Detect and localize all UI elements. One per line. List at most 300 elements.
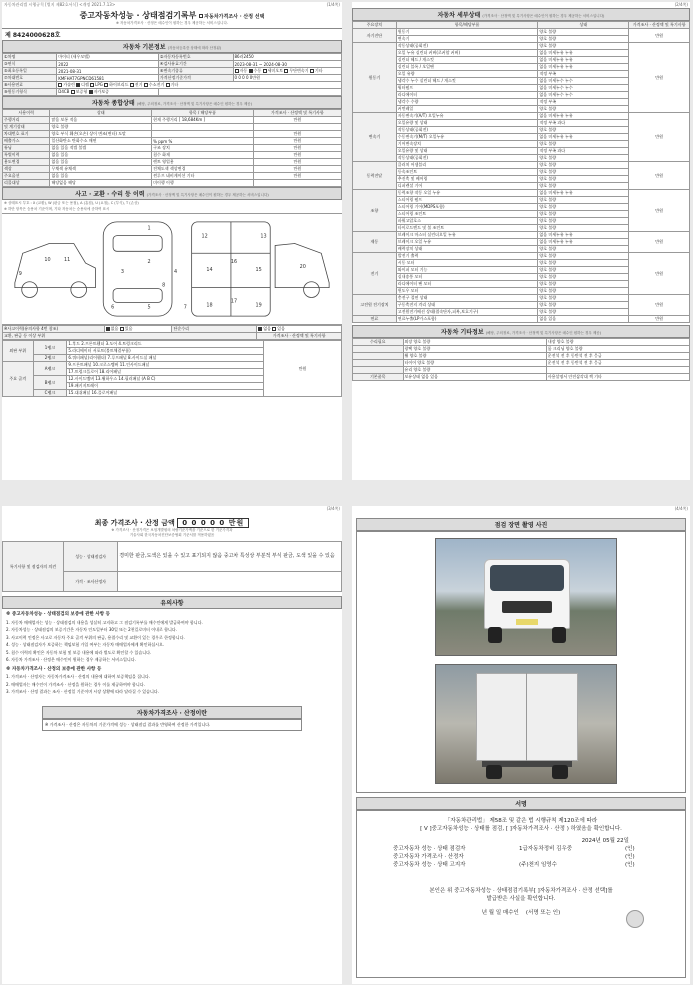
photo-section-header: 점검 장면 촬영 사진	[356, 518, 686, 531]
detail-price: 만원	[629, 29, 690, 43]
base-price: 0 0 0 0 0만원	[233, 75, 342, 82]
truck-rear-photo	[435, 664, 617, 784]
diagram-part-number: 6	[111, 304, 115, 311]
truck-wheel-right	[552, 627, 566, 643]
detail-row	[353, 29, 690, 36]
detail-item: 변속기	[396, 36, 538, 43]
overall-cell: 없음 있음	[50, 159, 152, 166]
etc-cell: 사용설명서 안전삼각대 잭 기타	[546, 374, 689, 381]
detail-state: 양호 불량	[538, 253, 629, 260]
detail-state: 양호 불량	[538, 267, 629, 274]
note-item: 5. 침수 이력의 확인은 자동차 보험 및 보증 내용에 따라 별도로 확인할 수 있습니다.	[6, 649, 152, 655]
detail-status-table: 주요장치 항목/해당부품 상태 가격조사 · 산정액 및 특기사항 자기진단 원동기 양호 불량 만원 변속기 양호 불량 원동기 작동상태(공회전) 양호 불량 만원 오일 누유 실린더 커버(로커암 커버) 없음 미세누유 누유 실린더 헤드 / 개스킷 없음 미세누유 누유 실린더 블록 / 오일팬 없음 미세누유 누유 오일 유량 적정 부족 냉각수 누수 실린더 헤드 / 개스킷 없음 미세누수 누수 워터펌프 없음 미세누수 누수 라디에이터 없음 미세누수 누수 냉각수 수량 적정 부족 커먼레일 양호 불량 변속기 자동변속기(A/T) 오일누유 없음 미세누유 누유 만원 오일유량 및 상태 적정 부족 과다 작동상태(공회전) 양호 불량 수동변속기(M/T) 오일누유 없음 미세누유 누유 기어변속장치 양호 불량 오일유량 및 상태 적정 부족 과다 작동상태(공회전) 양호 불량 동력전달 클러치 어셈블리 양호 불량 만원 등속조인트 양호 불량 추진축 및 베어링 양호 불량 디퍼렌셜 기어 양호 불량 조향 동력조향 작동 오일 누유 없음 미세누유 누유 만원 스티어링 펌프 양호 불량 스티어링 기어(MDPS포함) 양호 불량 스티어링 조인트 양호 불량 파워고압호스 양호 불량 타이로드엔드 및 볼 조인트 양호 불량 제동 브레이크 마스터 실린더오일 누유 없음 미세누유 누유 만원 브레이크 오일 누유 없음 미세누유 누유 배력장치 상태 양호 불량 전기 발전기 출력 양호 불량 만원 시동 모터 양호 불량 와이퍼 모터 기능 양호 불량 실내송풍 모터 양호 불량 라디에이터 팬 모터 양호 불량 윈도우 모터 양호 불량 고전원 전기장치 충전구 절연 상태 양호 불량 만원 구동축전지 격리 상태 양호 불량 고전원전기배선 상태(접속단자,피복,보호기구) 양호 불량 연료 연료누출(LP가스포함) 없음 있음 만원	[352, 21, 690, 323]
signer-role: 중고자동차 성능 · 상태 점검자	[393, 846, 466, 852]
diagram-part-number: 11	[63, 257, 71, 264]
etc-cell: 룸 크리닝 양호 불량	[546, 346, 689, 353]
signer-row	[393, 845, 679, 853]
signer-name	[519, 853, 619, 861]
page-number: (3/4쪽)	[326, 506, 340, 511]
detail-state: 양호 불량	[538, 295, 629, 302]
sign-statement-1: 「자동차관리법」 제58조 및 같은 법 시행규칙 제120조에 따라	[444, 818, 598, 824]
truck-grille	[502, 601, 552, 613]
overall-cell: % ppm %	[152, 138, 254, 145]
note-item: 4. 성능 · 상태점검자가 보증하는 책임보험 가입 여부는 자동차 매매업자에게 확인하십시오.	[6, 642, 165, 647]
detail-item: 냉각수 수량	[396, 99, 538, 106]
accident-history-options: 없음 있음	[104, 326, 172, 333]
detail-item: 자동변속기(A/T) 오일누유	[396, 113, 538, 120]
detail-price: 만원	[629, 232, 690, 253]
final-price-note2: 기술사회 한국자동차진단보증협회 기준서를 적용하였음	[129, 533, 215, 537]
detail-group: 고전원 전기장치	[353, 295, 397, 316]
overall-cell	[253, 180, 341, 187]
overall-cell	[152, 131, 254, 138]
simple-repair-options: 없음 있음	[257, 326, 342, 333]
detail-state: 양호 불량	[538, 183, 629, 190]
overall-cell: 주행거리	[3, 117, 50, 124]
form-notice: ※ 자동차가격조사 · 산정은 매수인이 원하는 경우 제공하는 서비스입니다.	[115, 21, 229, 25]
overall-cell: 렌트 영업용	[152, 159, 254, 166]
overall-cell: 많음 보통 적음	[50, 117, 152, 124]
detail-item: 수동변속기(M/T) 오일누유	[396, 134, 538, 141]
etc-cell	[353, 353, 404, 360]
overall-row	[3, 138, 342, 145]
detail-item: 구동축전지 격리 상태	[396, 302, 538, 309]
damage-parts-table: 외판 부위 1랭크 1.후드 2.프론트휀더 3.도어 4.트렁크리드 만원 5.라디에이터 서포트(볼트체결부품) 2랭크 6.쿼터패널(리어휀더) 7.루프패널 8.사이드실 패널 주요 골격 A랭크 9.프론트패널 10.크로스멤버 11.인사이드패널 17.트렁크플로어 18.리어패널 B랭크 12.사이드멤버 13.휠하우스 14.필러패널 (A B C) 19.패키지트레이 C랭크 15.대쉬패널 16.플로어패널	[2, 340, 342, 397]
etc-info-table	[352, 338, 690, 381]
detail-state: 없음 미세누수 누수	[538, 92, 629, 99]
overall-row	[3, 173, 342, 180]
diagram-part-number: 15	[255, 266, 262, 273]
detail-state: 양호 불량	[538, 106, 629, 113]
note-item: 2. 자동차성능 · 상태점검의 보증기간은 자동차 인도일부터 30일 또는 2천킬로미터 이내로 합니다.	[6, 627, 177, 632]
remarks-table: 특기사항 및 점검자의 의견 성능 · 상태점검자 경미한 판금,도색은 있을 수 있고 표기되지 않음 중고차 특성상 부분적 부식 판금, 도색 있을 수 있음 가격 · 조사산정자	[2, 541, 342, 592]
rankB-items-extra: 19.패키지트레이	[67, 383, 264, 390]
overall-cell: 색상	[3, 166, 50, 173]
rear-wheel-right	[552, 765, 568, 779]
detail-state: 양호 불량	[538, 197, 629, 204]
overall-cell: 없음 있음	[50, 173, 152, 180]
detail-group: 연료	[353, 316, 397, 323]
etc-cell: 기본품목	[353, 374, 404, 381]
overall-cell: 만원	[253, 145, 341, 152]
final-price-note: ※ 가격조사 · 산정가격은 보험개발원의 차량기준가액을 기준으로 한 기준가격과	[111, 528, 233, 532]
detail-state: 없음 있음	[538, 316, 629, 323]
page-2	[352, 2, 690, 480]
overall-cell: 없음 있음	[50, 152, 152, 159]
overall-row	[3, 159, 342, 166]
signer-row	[393, 861, 679, 869]
detail-item: 추진축 및 베어링	[396, 176, 538, 183]
overall-row	[3, 145, 342, 152]
overall-cell: 차대번호 표기	[3, 131, 50, 138]
rankB-items: 12.사이드멤버 13.휠하우스 14.필러패널 (A B C)	[67, 376, 264, 383]
buyer-confirm-2: 발급받은 사실을 확인합니다.	[486, 896, 556, 902]
detail-item: 등속조인트	[396, 169, 538, 176]
diagram-part-number: 20	[299, 264, 306, 271]
diagram-part-number: 1	[147, 225, 151, 232]
detail-state: 없음 미세누수 누수	[538, 85, 629, 92]
car-name: 마이티 (새우모델)	[57, 54, 159, 61]
buyer-confirm-1: 본인은 위 중고자동차성능 · 상태점검기록부[ ]자동차가격조사 · 산정 선택]를	[429, 888, 613, 894]
note-item: 3. 사고이력 인정은 사고로 자동차 주요 골격 부위의 판금, 용접수리 및 교환이 있는 경우로 한정합니다.	[6, 634, 185, 640]
detail-state: 없음 미세누유 누유	[538, 190, 629, 197]
overall-cell: 구조 장치	[152, 145, 254, 152]
overall-cell: 양호 불량	[50, 124, 152, 131]
signer-tag: (인)	[625, 846, 635, 852]
etc-cell	[546, 367, 689, 374]
wheel-rear-left	[71, 282, 87, 298]
diagram-rule: ※ 하단 항목은 승용차 기준이며, 기타 자동차는 승용차에 준하여 표시	[4, 207, 110, 211]
buyer-date: 년 월 일 매수인 (서명 또는 인)	[481, 910, 561, 916]
overall-cell	[253, 124, 341, 131]
detail-state: 양호 불량	[538, 274, 629, 281]
overall-cell: 없음 있음 적법 불법	[50, 145, 152, 152]
overall-cell: 현재 주행거리 [ 18,684Km ]	[152, 117, 254, 124]
overall-cell: 해당없음 해당	[50, 180, 152, 187]
detail-price: 만원	[629, 190, 690, 232]
detail-item: 실린더 블록 / 오일팬	[396, 64, 538, 71]
detail-item: 윈도우 모터	[396, 288, 538, 295]
diagram-part-number: 3	[120, 268, 125, 275]
transmission-options: 자동 수동 세미오토 무단변속기 기타	[233, 68, 342, 75]
signer-row	[393, 853, 679, 861]
note-item: 1. 자동차 매매업자는 성능 · 상태점검의 내용을 성실히 고지하고 그 점검기록부를 매수인에게 발급하여야 합니다.	[6, 619, 203, 625]
detail-item: 원동기	[396, 29, 538, 36]
detail-state: 없음 미세누유 누유	[538, 64, 629, 71]
detail-item: 연료누출(LP가스포함)	[396, 316, 538, 323]
diagram-part-number: 10	[44, 257, 51, 264]
vehicle-damage-diagram	[2, 213, 342, 325]
detail-state: 양호 불량	[538, 288, 629, 295]
rear-wheel-left	[486, 765, 502, 779]
overall-status-header: 자동차 종합상태 (해당, 주의정료, 가격조사 · 산정액 및 특기사항은 매수인 원하는 경우 제공)	[2, 96, 342, 109]
etc-cell: 타이어 양호 불량	[403, 360, 546, 367]
detail-state: 양호 불량	[538, 155, 629, 162]
truck-cargo-box	[476, 673, 578, 761]
detail-item: 스티어링 조인트	[396, 211, 538, 218]
rear-glass	[113, 289, 162, 303]
diagram-part-number: 2	[147, 259, 151, 266]
detail-item: 기어변속장치	[396, 141, 538, 148]
detail-item: 브레이크 오일 누유	[396, 239, 538, 246]
rank1-items-extra: 5.라디에이터 서포트(볼트체결부품)	[67, 348, 264, 355]
etc-cell: 휠 양호 불량	[403, 353, 546, 360]
overall-cell: 만원	[253, 166, 341, 173]
detail-price: 만원	[629, 295, 690, 316]
diagram-part-number: 13	[260, 233, 267, 240]
diagram-part-number: 17	[230, 298, 238, 305]
sign-date: 2024년 05월 22일	[581, 838, 629, 844]
etc-row	[353, 353, 690, 360]
detail-item: 배력장치 상태	[396, 246, 538, 253]
truck-windshield	[490, 565, 564, 591]
detail-state: 양호 불량	[538, 141, 629, 148]
detail-item: 작동상태(공회전)	[396, 127, 538, 134]
detail-item: 라디에이터	[396, 92, 538, 99]
detail-item: 와이퍼 모터 기능	[396, 267, 538, 274]
etc-row	[353, 374, 690, 381]
etc-row	[353, 360, 690, 367]
page-number: (1/4쪽)	[326, 2, 340, 7]
detail-row	[353, 162, 690, 169]
etc-cell: 외장 양호 불량	[403, 339, 546, 346]
page-number: (4/4쪽)	[674, 506, 688, 511]
detail-state: 양호 불량	[538, 176, 629, 183]
detail-item: 동력조향 작동 오일 누유	[396, 190, 538, 197]
diagram-part-number: 7	[183, 304, 187, 311]
diagram-part-number: 18	[206, 302, 213, 309]
wheel-front-right	[304, 282, 320, 298]
detail-item: 발전기 출력	[396, 253, 538, 260]
detail-state: 없음 미세누유 누유	[538, 113, 629, 120]
detail-state: 양호 불량	[538, 225, 629, 232]
etc-cell	[353, 346, 404, 353]
inspector-stamp	[626, 910, 644, 928]
overall-row	[3, 152, 342, 159]
etc-cell: 유리 양호 불량	[403, 367, 546, 374]
detail-item: 시동 모터	[396, 260, 538, 267]
detail-state: 양호 불량	[538, 260, 629, 267]
detail-row	[353, 316, 690, 323]
detail-row	[353, 253, 690, 260]
etc-cell: 내장 양호 불량	[546, 339, 689, 346]
rankA-items-extra: 17.트렁크플로어 18.리어패널	[67, 369, 264, 376]
diagram-part-number: 4	[173, 268, 178, 275]
overall-cell: 만원	[253, 131, 341, 138]
inspector-remark: 경미한 판금,도색은 있을 수 있고 표기되지 않음 중고차 특성상 부분적 부식 판금, 도색 있을 수 있음	[118, 542, 342, 572]
detail-group: 조향	[353, 190, 397, 232]
overall-cell: 리콜대상	[3, 180, 50, 187]
detail-item: 워터펌프	[396, 85, 538, 92]
overall-cell: 일산화탄소 탄화수소 매연	[50, 138, 152, 145]
detail-item: 오일 유량	[396, 71, 538, 78]
inspection-period: 2023-08-31 ~ 2024-08-30	[233, 61, 342, 68]
detail-row	[353, 295, 690, 302]
detail-item: 브레이크 마스터 실린더오일 누유	[396, 232, 538, 239]
detail-state: 적정 부족 과다	[538, 148, 629, 155]
overall-cell: 배출가스	[3, 138, 50, 145]
overall-cell: 침수 화재	[152, 152, 254, 159]
diagram-part-number: 14	[206, 266, 213, 273]
overall-cell: 전체도색 색상변경	[152, 166, 254, 173]
etc-cell: 광택 양호 불량	[403, 346, 546, 353]
overall-cell: 무채색 유채색	[50, 166, 152, 173]
etc-row	[353, 367, 690, 374]
rank2-items: 6.쿼터패널(리어휀더) 7.루프패널 8.사이드실 패널	[67, 355, 264, 362]
diagram-part-number: 19	[255, 302, 262, 309]
etc-info-header: 자동차 기타정보 (해당, 주의정료, 가격조사 · 산정액 및 특기사항은 매수인 원하는 경우 제공)	[352, 325, 690, 338]
detail-item: 오일유량 및 상태	[396, 120, 538, 127]
overall-cell: 튜닝	[3, 145, 50, 152]
detail-state: 적정 부족 과다	[538, 120, 629, 127]
signer-role: 중고자동차 가격조사 · 산정자	[393, 854, 464, 860]
rank1-items: 1.후드 2.프론트휀더 3.도어 4.트렁크리드	[67, 341, 264, 348]
detail-group: 변속기	[353, 113, 397, 162]
detail-state: 없음 미세누유 누유	[538, 134, 629, 141]
final-price-amount: 0 0 0 0 0 만원	[177, 518, 249, 528]
document-number: 제 8424000628호	[5, 32, 61, 39]
detail-state: 없음 미세누유 누유	[538, 239, 629, 246]
truck-wheel-left	[488, 627, 502, 643]
diagram-part-number: 5	[147, 304, 151, 311]
detail-state: 없음 미세누수 누수	[538, 78, 629, 85]
price-definition-header: 자동차가격조사 · 산정이란	[42, 706, 302, 719]
detail-row	[353, 113, 690, 120]
detail-price: 만원	[629, 113, 690, 162]
diagram-part-number: 8	[162, 282, 166, 289]
note-item: 2. 매매업자는 매수인이 가격조사 · 산정을 원하는 경우 이를 제공하여야 합니다.	[6, 681, 145, 687]
detail-state: 양호 불량	[538, 204, 629, 211]
overall-row	[3, 180, 342, 187]
detail-item: 오일유량 및 상태	[396, 148, 538, 155]
detail-state: 양호 불량	[538, 309, 629, 316]
detail-item: 작동상태(공회전)	[396, 43, 538, 50]
detail-item: 디퍼렌셜 기어	[396, 183, 538, 190]
signer-name: (주)천지 임영수	[519, 862, 557, 868]
sign-statement-2: [ V ]중고자동차성능 · 상태를 점검, [ ]자동차가격조사 · 산정 ) 하였음을 확인합니다.	[420, 826, 622, 832]
detail-group: 동력전달	[353, 162, 397, 190]
overall-cell: 만원	[253, 173, 341, 180]
note-item: 6. 자동차 가격조사 · 산정은 매수인이 원하는 경우 제공하는 서비스입니다.	[6, 657, 136, 662]
overall-cell: 양호 부식 훼손(오손) 상이 변조(변타) 도말	[50, 131, 152, 138]
overall-cell: 특별이력	[3, 152, 50, 159]
detail-item: 냉각수 누수 실린더 헤드 / 개스킷	[396, 78, 538, 85]
detail-state: 없음 미세누유 누유	[538, 57, 629, 64]
diagram-part-number: 9	[18, 270, 22, 277]
cargo-door-split	[526, 673, 527, 761]
etc-cell: 보유상태 없음 있음	[403, 374, 546, 381]
overall-row	[3, 131, 342, 138]
price-definition-text: ※ 가격조사 · 산정은 자동차의 기준가격에 성능 · 상태점검 결과를 반영하여 산정한 가격입니다.	[42, 719, 302, 731]
etc-row	[353, 339, 690, 346]
rankA-items: 9.프론트패널 10.크로스멤버 11.인사이드패널	[67, 362, 264, 369]
notes-body: ※ 중고자동차성능 · 상태점검의 보증에 관한 사항 등 1. 자동차 매매업자는 성능 · 상태점검의 내용을 성실히 고지하고 그 점검기록부를 매수인에게 발급하여야 합니다. 2. 자동차성능 · 상태점검의 보증기간은 자동차 인도일부터 30일 또는 2천킬로미터 이내로 합니다. 3. 사고이력 인정은 사고로 자동차 주요 골격 부위의 판금, 용접수리 및 교환이 있는 경우로 한정합니다. 4. 성능 · 상태점검자가 보증하는 책임보험 가입 여부는 자동차 매매업자에게 확인하십시오. 5. 침수 이력의 확인은 자동차 보험 및 보증 내용에 따라 별도로 확인할 수 있습니다. 6. 자동차 가격조사 · 산정은 매수인이 원하는 경우 제공하는 서비스입니다. ※ 자동차가격조사 · 산정의 보증에 관한 사항 등 1. 가격조사 · 산정자는 자동차가격조사 · 산정의 내용에 대하여 보증책임을 집니다. 2. 매매업자는 매수인이 가격조사 · 산정을 원하는 경우 이를 제공하여야 합니다. 3. 가격조사 · 산정 결과는 조사 · 산정일 기준이며 시장 상황에 따라 달라질 수 있습니다.	[2, 609, 342, 700]
overall-cell: 만원	[253, 138, 341, 145]
detail-item: 커먼레일	[396, 106, 538, 113]
etc-cell	[353, 367, 404, 374]
detail-state: 적정 부족	[538, 99, 629, 106]
detail-item: 작동상태(공회전)	[396, 155, 538, 162]
accident-history-header: 사고 · 교환 · 수리 등 이력 (가격조사 · 산정액 및 특기사항은 매수인이 원하는 경우 제공하는 서비스입니다)	[2, 187, 342, 200]
truck-front-photo	[435, 538, 617, 656]
overall-row	[3, 124, 342, 131]
signer-tag: (인)	[625, 854, 635, 860]
page-4	[352, 506, 690, 984]
parts-price: 만원	[264, 341, 342, 397]
car-side-left	[15, 243, 96, 287]
signature-header: 서명	[356, 797, 686, 810]
overall-cell: 만원	[253, 152, 341, 159]
final-price-title: 최종 가격조사 · 산정 금액 0 0 0 0 0 만원	[2, 518, 342, 528]
accident-summary-table: ※사고이력(유의사항 4번 참조) 없음 있음 단순수리 없음 있음 교환, 판금 등 이상 부위 가격조사 · 산정액 및 특기사항	[2, 325, 342, 340]
etc-cell: 운전석 전 후 동반석 전 후 응급	[546, 360, 689, 367]
note-item: 1. 가격조사 · 산정자는 자동차가격조사 · 산정의 내용에 대하여 보증책임을 집니다.	[6, 674, 150, 679]
detail-state: 양호 불량	[538, 218, 629, 225]
detail-item: 라디에이터 팬 모터	[396, 281, 538, 288]
detail-state: 양호 불량	[538, 281, 629, 288]
diagram-part-number: 12	[201, 233, 208, 240]
chassis-number: KMFHAT7GPNCD61581	[57, 75, 159, 82]
detail-item: 파워고압호스	[396, 218, 538, 225]
detail-state: 양호 불량	[538, 302, 629, 309]
plate-number: 86러2450	[233, 54, 342, 61]
note-item: 3. 가격조사 · 산정 결과는 조사 · 산정일 기준이며 시장 상황에 따라 달라질 수 있습니다.	[6, 689, 159, 694]
detail-state: 없음 미세누유 누유	[538, 50, 629, 57]
overall-cell: 만원	[253, 159, 341, 166]
truck-plate	[516, 619, 538, 625]
detail-row	[353, 232, 690, 239]
detail-item: 실내송풍 모터	[396, 274, 538, 281]
detail-state: 양호 불량	[538, 43, 629, 50]
windshield	[113, 236, 162, 252]
etc-cell: 운전석 전 후 동반석 전 후 응급	[546, 353, 689, 360]
detail-item: 클러치 어셈블리	[396, 162, 538, 169]
detail-state: 양호 불량	[538, 162, 629, 169]
signer-role: 중고자동차 성능 · 상태 고지자	[393, 862, 466, 868]
detail-price: 만원	[629, 162, 690, 190]
overall-row	[3, 117, 342, 124]
page-3	[2, 506, 342, 984]
detail-item: 타이로드엔드 및 볼 조인트	[396, 225, 538, 232]
page-1	[2, 2, 342, 480]
page-number: (2/4쪽)	[674, 2, 688, 7]
overall-cell: 및 계기상태	[3, 124, 50, 131]
detail-item: 오일 누유 실린더 커버(로커암 커버)	[396, 50, 538, 57]
etc-cell	[353, 360, 404, 367]
photo-section	[356, 531, 686, 793]
notes-header: 유의사항	[2, 596, 342, 609]
etc-row	[353, 346, 690, 353]
detail-state: 적정 부족	[538, 71, 629, 78]
detail-state: 없음 미세누유 누유	[538, 232, 629, 239]
detail-group: 원동기	[353, 43, 397, 113]
detail-group: 전기	[353, 253, 397, 295]
detail-state: 양호 불량	[538, 246, 629, 253]
basic-info-table: ①차명 마이티 (새우모델) ②자동차등록번호 86러2450 ③연식 2022 ④검사유효기간 2023-08-31 ~ 2024-08-30 ⑤최초등록일 2021-08-31 ⑥변속기종류 자동 수동 세미오토 무단변속기 기타 ⑦차대번호 KMFHAT7GPNCD61581 가격산정기준가격 0 0 0 0 0만원 ⑧사용연료 가솔린 디젤 LPG 하이브리드 전기 수소전기 기타 ⑨원동기형식 D4CB 보증형 자가보증	[2, 53, 342, 96]
detail-row	[353, 43, 690, 50]
detail-price: 만원	[629, 316, 690, 323]
form-title: 중고자동차성능 · 상태점검기록부 자동차가격조사 · 산정 선택	[79, 11, 265, 20]
overall-cell	[152, 124, 254, 131]
etc-cell: 수리필요	[353, 339, 404, 346]
overall-cell: 주요옵션	[3, 173, 50, 180]
detail-item: 고전원전기배선 상태(접속단자,피복,보호기구)	[396, 309, 538, 316]
form-ref: 자동차관리법 시행규칙 [별지 제82호서식] <개정 2021.7.13>	[4, 2, 116, 7]
detail-item: 실린더 헤드 / 개스킷	[396, 57, 538, 64]
overall-row	[3, 166, 342, 173]
detail-item: 충전구 절연 상태	[396, 295, 538, 302]
detail-state: 양호 불량	[538, 36, 629, 43]
detail-row	[353, 190, 690, 197]
signer-name: 1급자동차정비 김우중	[519, 846, 573, 852]
signature-section	[356, 810, 686, 978]
detail-price: 만원	[629, 43, 690, 113]
symbol-legend: ※ 상태표시 부호 : X (교환), W (판금 또는 용접), A (흠집), U (요철), C (부식), T (손상)	[4, 201, 139, 205]
overall-cell: 용도변경	[3, 159, 50, 166]
diagram-part-number: 16	[230, 259, 238, 266]
detail-state: 양호 불량	[538, 127, 629, 134]
wheel-front-left	[22, 282, 38, 298]
overall-status-table: 사용이력 상태 항목 / 해당부품 가격조사 · 산정액 및 특기사항 주행거리 많음 보통 적음 현재 주행거리 [ 18,684Km ] 만원 및 계기상태 양호 불량 차대번호 표기 양호 부식 훼손(오손) 상이 변조(변타) 도말 만원 배출가스 일산화탄소 탄화수소 매연 % ppm % 만원 튜닝 없음 있음 적법 불법 구조 장치 만원 특별이력 없음 있음 침수 화재 만원 용도변경 없음 있음 렌트 영업용 만원 색상 무채색 유채색 전체도색 색상변경 만원 주요옵션 없음 있음 썬루프 네비게이션 기타 만원 리콜대상 해당없음 해당 미이행 이행	[2, 109, 342, 187]
detail-group: 자기진단	[353, 29, 397, 43]
detail-state: 양호 불량	[538, 169, 629, 176]
detail-state: 양호 불량	[538, 29, 629, 36]
overall-cell: 만원	[253, 117, 341, 124]
detail-group: 제동	[353, 232, 397, 253]
signer-tag: (인)	[625, 862, 635, 868]
rankC-items: 15.대쉬패널 16.플로어패널	[67, 390, 264, 397]
overall-cell: 썬루프 네비게이션 기타	[152, 173, 254, 180]
